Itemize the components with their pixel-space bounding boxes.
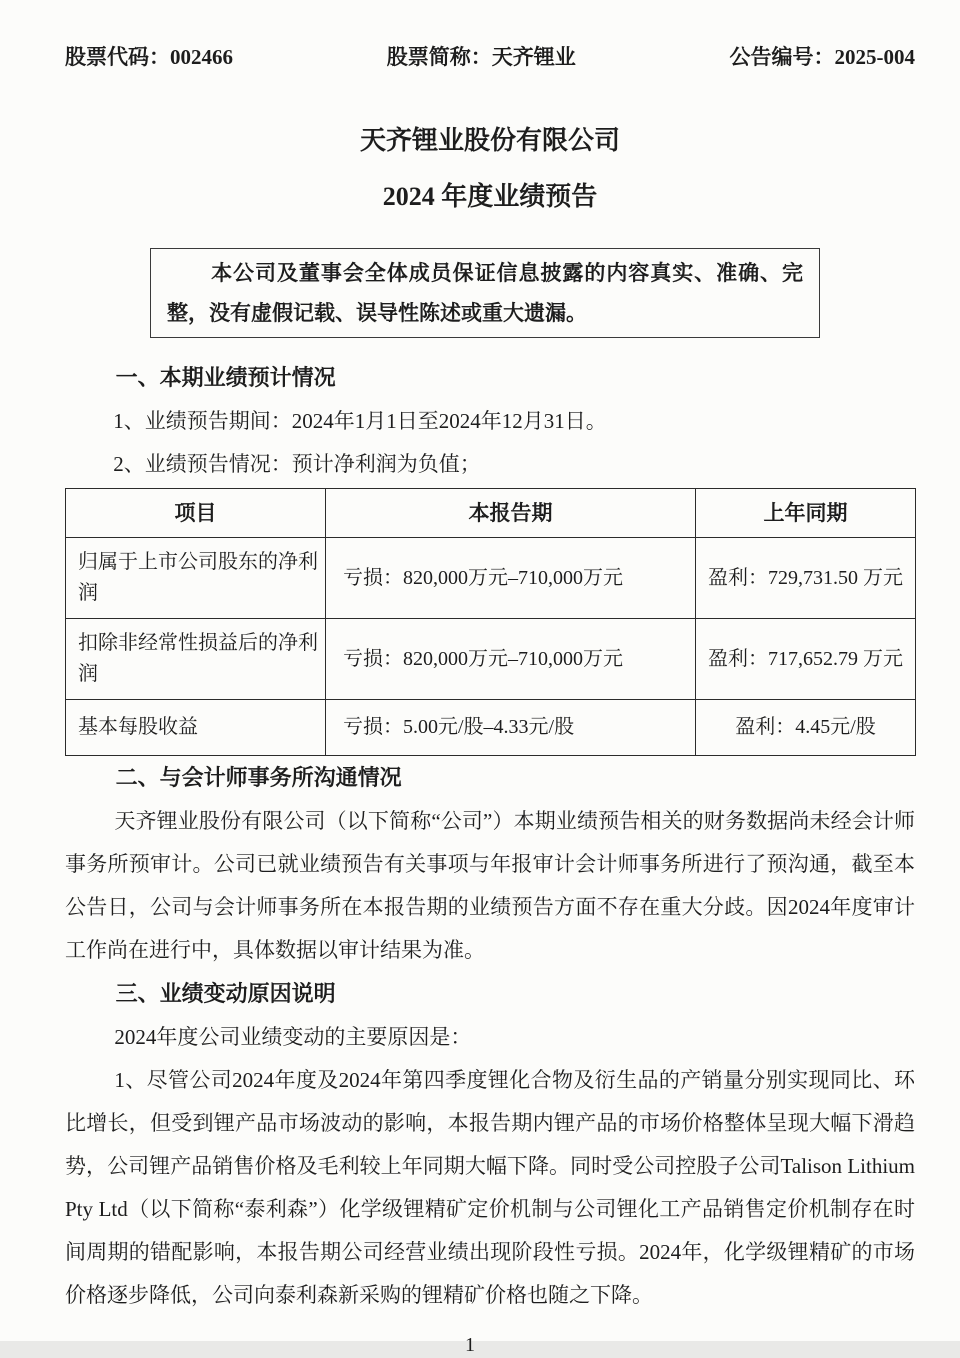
section3-intro: 2024年度公司业绩变动的主要原因是： xyxy=(114,1025,472,1049)
performance-forecast-table xyxy=(65,488,916,756)
net-profit-label: 归属于上市公司股东的净利润 xyxy=(66,538,326,619)
net-profit-excl-current: 亏损：820,000万元–710,000万元 xyxy=(326,619,696,700)
section1-item-situation: 2、业绩预告情况：预计净利润为负值； xyxy=(113,452,481,476)
eps-label: 基本每股收益 xyxy=(66,700,326,756)
section3-heading: 三、业绩变动原因说明 xyxy=(115,981,336,1006)
net-profit-excl-label: 扣除非经常性损益后的净利润 xyxy=(66,619,326,700)
section1-item-period: 1、业绩预告期间：2024年1月1日至2024年12月31日。 xyxy=(113,409,607,433)
eps-current: 亏损：5.00元/股–4.33元/股 xyxy=(326,700,696,756)
section2-paragraph: 天齐锂业股份有限公司（以下简称“公司”）本期业绩预告相关的财务数据尚未经会计师事务所预审计。公司已就业绩预告有关事项与年报审计会计师事务所进行了预沟通，截至本公告日，公司与会计师事务所在本报告期的业绩预告方面不存在重大分歧。因2024年度审计工作尚在进行中，具体数据以审计结果为准。 xyxy=(65,809,915,962)
column-header-prior-period: 上年同期 xyxy=(696,489,916,538)
net-profit-excl-prior: 盈利：717,652.79 万元 xyxy=(696,619,916,700)
section1-heading: 一、本期业绩预计情况 xyxy=(115,365,336,390)
section3-paragraph1: 1、尽管公司2024年度及2024年第四季度锂化合物及衍生品的产销量分别实现同比、环比增长，但受到锂产品市场波动的影响，本报告期内锂产品的市场价格整体呈现大幅下滑趋势，公司锂产品销售价格及毛利较上年同期大幅下降。同时受公司控股子公司Talison Lithium Pty Ltd（以下简称“泰利森”）化学级锂精矿定价机制与公司锂化工产品销售定价机制存在时间周期的错配影响，本报告期公司经营业绩出现阶段性亏损。2024年，化学级锂精矿的市场价格逐步降低，公司向泰利森新采购的锂精矿价格也随之下降。 xyxy=(65,1068,915,1307)
table-row-net-profit-excl xyxy=(66,619,916,700)
column-header-item: 项目 xyxy=(66,489,326,538)
net-profit-prior: 盈利：729,731.50 万元 xyxy=(696,538,916,619)
stock-code: 股票代码：002466 xyxy=(65,45,233,69)
column-header-current-period: 本报告期 xyxy=(326,489,696,538)
disclaimer-text: 本公司及董事会全体成员保证信息披露的内容真实、准确、完整，没有虚假记载、误导性陈述或重大遗漏。 xyxy=(167,261,803,325)
section2-heading: 二、与会计师事务所沟通情况 xyxy=(115,765,402,790)
table-row-eps xyxy=(66,700,916,756)
report-title: 2024 年度业绩预告 xyxy=(382,182,598,211)
table-row-net-profit xyxy=(66,538,916,619)
eps-prior: 盈利：4.45元/股 xyxy=(696,700,916,756)
stock-short-name: 股票简称：天齐锂业 xyxy=(386,45,576,69)
table-header-row xyxy=(66,489,916,538)
disclaimer-box xyxy=(150,248,820,338)
announcement-number: 公告编号：2025-004 xyxy=(729,45,915,69)
net-profit-current: 亏损：820,000万元–710,000万元 xyxy=(326,538,696,619)
company-name-title: 天齐锂业股份有限公司 xyxy=(359,126,620,155)
document-header xyxy=(65,44,915,71)
page-number: 1 xyxy=(465,1334,475,1356)
